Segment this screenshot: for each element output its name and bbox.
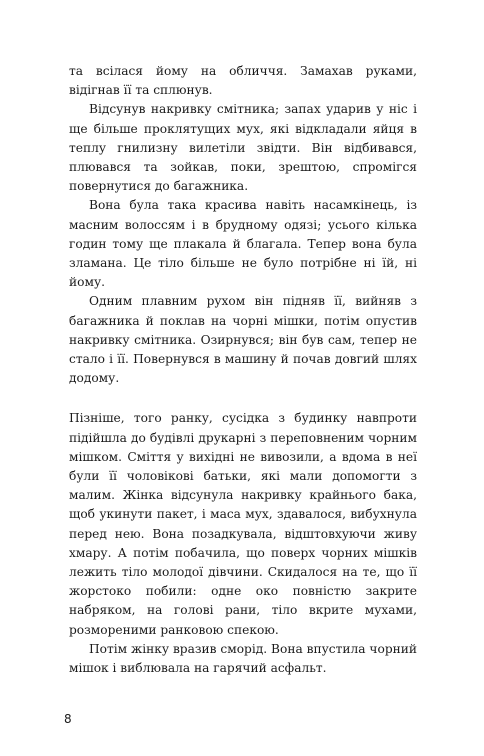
paragraph: Вона була така красива навіть насамкінець, із масним волоссям і в брудному одязі; усього кілька годин тому ще плакала й благала. Тепер вона була зламана. Це тіло більше не було потрібне ні їй, ні йому.: [69, 198, 417, 290]
paragraph: Одним плавним рухом він підняв її, вийняв з багажника й поклав на чорні мішки, потім опустив накривку смітника. Озирнувся; він був сам, тепер не стало і її. Повернувся в машину й почав довгий шлях додому.: [69, 294, 417, 386]
paragraph: Відсунув накривку смітника; запах ударив у ніс і ще більше проклятущих мух, які відкладали яйця в теплу гнилизну вилетіли звідти. Він відбивався, плювався та зойкав, поки, зрештою, спромігся повернутися до багажника.: [69, 102, 417, 194]
paragraph: Пізніше, того ранку, сусідка з будинку навпроти підійшла до будівлі друкарні з переповненим чорним мішком. Сміття у вихідні не вивозили, а вдома в неї були її чоловікові батьки, які мали допомогти з малим. Жінка відсунула накривку крайнього бака, щоб укинути пакет, і маса мух, здавалося, вибухнула перед нею. Вона позадкувала, відштовхуючи живу хмару. А потім побачила, що поверх чорних мішків лежить тіло молодої дівчини. Скидалося на те, що її жорстоко побили: одне око повністю закрите набряком, на голові рани, тіло вкрите мухами, розмореними ранковою спекою.: [69, 411, 417, 637]
paragraph: Потім жінку вразив сморід. Вона впустила чорний мішок і виблювала на гарячий асфальт.: [69, 641, 417, 676]
page-number: 8: [64, 712, 72, 726]
section-break: [69, 388, 417, 409]
body-text: [69, 62, 417, 678]
paragraph: та всілася йому на обличчя. Замахав руками, відігнав її та сплюнув.: [69, 64, 417, 98]
